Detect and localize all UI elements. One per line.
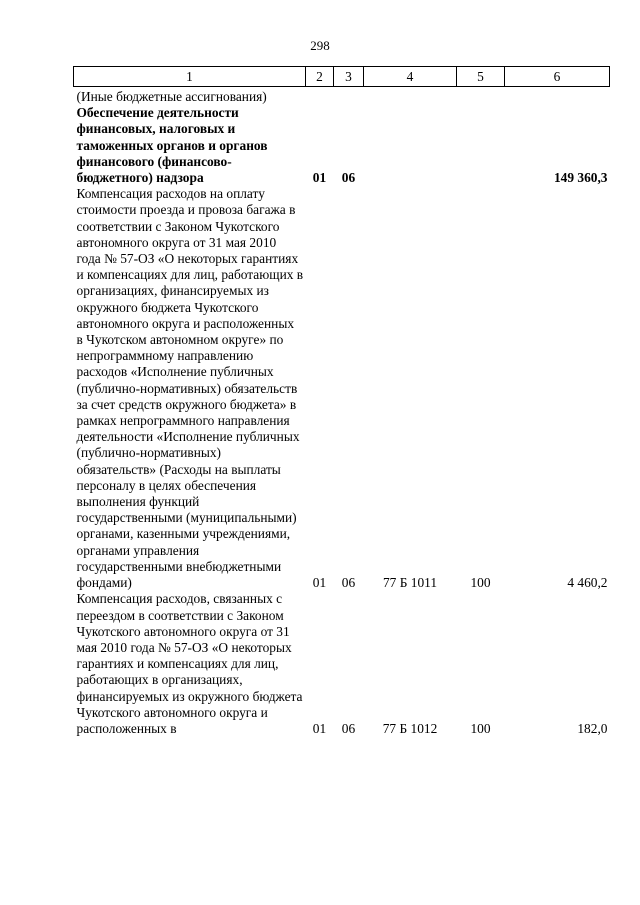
row-target-article <box>364 87 457 106</box>
row-target-article <box>364 105 457 186</box>
row-subsection: 06 <box>341 170 356 186</box>
header-col-1: 1 <box>74 67 306 87</box>
table-row <box>74 105 610 186</box>
table-row <box>74 87 610 106</box>
row-description: Обеспечение деятельности финансовых, налоговых и таможенных органов и органов финансового (финансово-бюджетного) надзора <box>76 105 268 186</box>
row-amount: 4 460,2 <box>567 575 608 591</box>
row-expense-type <box>457 87 505 106</box>
row-target-article: 77 Б 1012 <box>382 720 438 736</box>
row-target-article: 77 Б 1011 <box>382 575 438 591</box>
row-section: 01 <box>312 720 327 736</box>
row-amount: 182,0 <box>577 720 608 736</box>
row-description: Компенсация расходов на оплату стоимости проезда и провоза багажа в соответствии с Законом Чукотского автономного округа от 31 мая 2010 года № 57-ОЗ «О некоторых гарантиях и компенсациях для лиц, работающих в организациях, финансируемых из окружного бюджета Чукотского автономного округа и расположенных в Чукотском автономном округе» по непрограммному направлению расходов «Исполнение публичных (публично-нормативных) обязательств за счет средств окружного бюджета» в рамках непрограммного направления деятельности «Исполнение публичных (публично-нормативных) обязательств» (Расходы на выплаты персоналу в целях обеспечения выполнения функций государственными (муниципальными) органами, казенными учреждениями, органами управления государственными внебюджетными фондами) <box>76 186 304 591</box>
header-col-4: 4 <box>364 67 457 87</box>
row-expense-type <box>457 105 505 186</box>
budget-table <box>73 66 610 737</box>
row-subsection <box>334 87 364 106</box>
table-row <box>74 186 610 591</box>
row-subsection: 06 <box>341 720 356 736</box>
table-header-row <box>74 67 610 87</box>
row-expense-type: 100 <box>470 720 491 736</box>
row-expense-type: 100 <box>470 575 491 591</box>
row-amount <box>505 87 610 106</box>
row-section <box>306 87 334 106</box>
row-subsection: 06 <box>341 575 356 591</box>
row-description: (Иные бюджетные ассигнования) <box>76 89 267 104</box>
page-number: 298 <box>310 38 330 53</box>
header-col-5: 5 <box>457 67 505 87</box>
row-description: Компенсация расходов, связанных с переездом в соответствии с Законом Чукотского автономного округа от 31 мая 2010 года № 57-ОЗ «О некоторых гарантиях и компенсациях для лиц, работающих в организациях, финансируемых из окружного бюджета Чукотского автономного округа и расположенных в <box>76 591 303 736</box>
row-section: 01 <box>312 575 327 591</box>
row-amount: 149 360,3 <box>553 170 608 186</box>
header-col-2: 2 <box>306 67 334 87</box>
header-col-3: 3 <box>334 67 364 87</box>
table-row <box>74 591 610 737</box>
header-col-6: 6 <box>505 67 610 87</box>
row-section: 01 <box>312 170 327 186</box>
